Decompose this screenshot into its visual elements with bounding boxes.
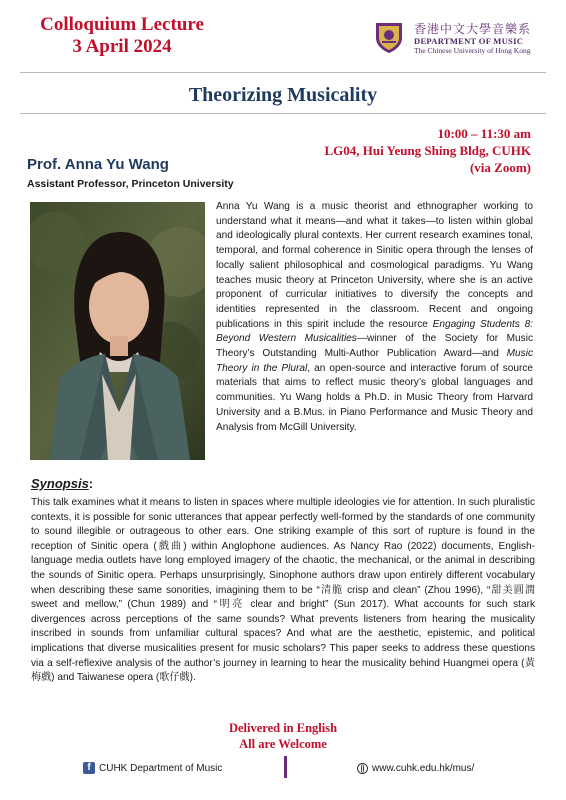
speaker-photo <box>30 202 205 460</box>
speaker-name: Prof. Anna Yu Wang <box>27 156 169 173</box>
facebook-label: CUHK Department of Music <box>99 762 223 774</box>
synopsis-body: This talk examines what it means to listen in spaces where multiple ideologies vie for attention. In such pluralistic contexts, it is possible for sonic utterances that appear perfectly well-formed by the standards of one community to sound illegible or outrageous to other ears. One striking example of this sort of rupture is found in the reception of Sinitic opera (戲曲) within Anglophone audiences. As Nancy Rao (2022) documents, English-language media outlets have long employed imagery of the chaotic, the mechanical, or the animal in describing the sounds of Sinitic opera. Perhaps unsurprisingly, Sinophone authors draw upon entirely different vocabulary when describing these same sonorities, imagining them to be “清脆 crisp and clean” (Zhou 1996), “甜美圓潤 sweet and mellow,” (Chun 1989) and “明亮 clear and bright” (Sun 2017). What accounts for such stark divergences across perceptions of the same sounds? What prevents listeners from hearing the musicality inscribed in sounds from unfamiliar cultural spaces? And what are the aesthetic, epistemic, and political implications that diverse musicalities present for music scholars? This paper seeks to address these questions via a self-reflexive analysis of the author’s journey in learning to hear the musicality behind Huangmei opera (黃梅戲) and Taiwanese opera (歌仔戲). <box>31 497 535 684</box>
speaker-affiliation: Assistant Professor, Princeton University <box>27 178 234 190</box>
divider <box>20 72 546 73</box>
lecture-title: Theorizing Musicality <box>188 84 378 106</box>
logo-chinese-name: 香港中文大學音樂系 <box>414 22 532 36</box>
footer-divider <box>284 756 287 778</box>
website-url: www.cuhk.edu.hk/mus/ <box>372 762 475 774</box>
website-link[interactable] <box>357 760 474 776</box>
cuhk-music-logo <box>372 20 552 56</box>
globe-icon <box>357 763 368 774</box>
bio-text: , an open-source and interactive forum of source materials that aims to reflect music theory’s global languages and communities. Yu Wang holds a Ph.D. in Music Theory from Harvard University and a B.Mus. in Piano Performance and Music Theory and Analysis from McGill University. <box>216 362 533 433</box>
synopsis-heading-text: Synopsis <box>31 476 89 491</box>
lecture-venue: LG04, Hui Yeung Shing Bldg, CUHK <box>324 143 531 158</box>
logo-department: DEPARTMENT OF MUSIC <box>414 36 524 46</box>
university-crest-icon <box>372 20 406 54</box>
divider <box>20 113 546 114</box>
delivery-language: Delivered in English <box>228 721 338 735</box>
logo-university: The Chinese University of Hong Kong <box>414 46 531 55</box>
synopsis-heading-colon: : <box>88 476 94 491</box>
welcome-note: All are Welcome <box>239 737 327 751</box>
facebook-icon: f <box>83 762 95 774</box>
facebook-link[interactable] <box>83 760 222 776</box>
event-type: Colloquium Lecture <box>40 14 204 35</box>
bio-publication-title: Engaging Students 8: Beyond Western Musicalities <box>216 318 533 345</box>
schedule-block <box>325 125 532 176</box>
bio-text: —winner of the Society for Music Theory’s Outstanding Multi-Author Publication Award—and <box>216 333 534 360</box>
lecture-mode: (via Zoom) <box>469 160 531 175</box>
closing-block <box>0 720 566 752</box>
event-date: 3 April 2024 <box>72 36 172 57</box>
synopsis-heading <box>31 476 93 491</box>
bio-publication-title: Music Theory in the Plural <box>216 348 533 374</box>
lecture-time: 10:00 – 11:30 am <box>437 126 531 141</box>
event-header <box>22 14 222 58</box>
speaker-bio <box>216 200 533 435</box>
bio-text: Anna Yu Wang is a music theorist and ethnographer working to understand what it means—and what it takes—to listen within global and ideologically plural contexts. Her current research examines tonal, temporal, and formal coherence in Sinitic opera through the lenses of locally salient philosophical and cosmological paradigms. Yu Wang teaches music theory at Princeton University, where she is an active proponent of curricular initiatives to diversify the concepts and identities represented in the classroom. Recent and ongoing publications in this spirit include the resource <box>216 201 533 330</box>
